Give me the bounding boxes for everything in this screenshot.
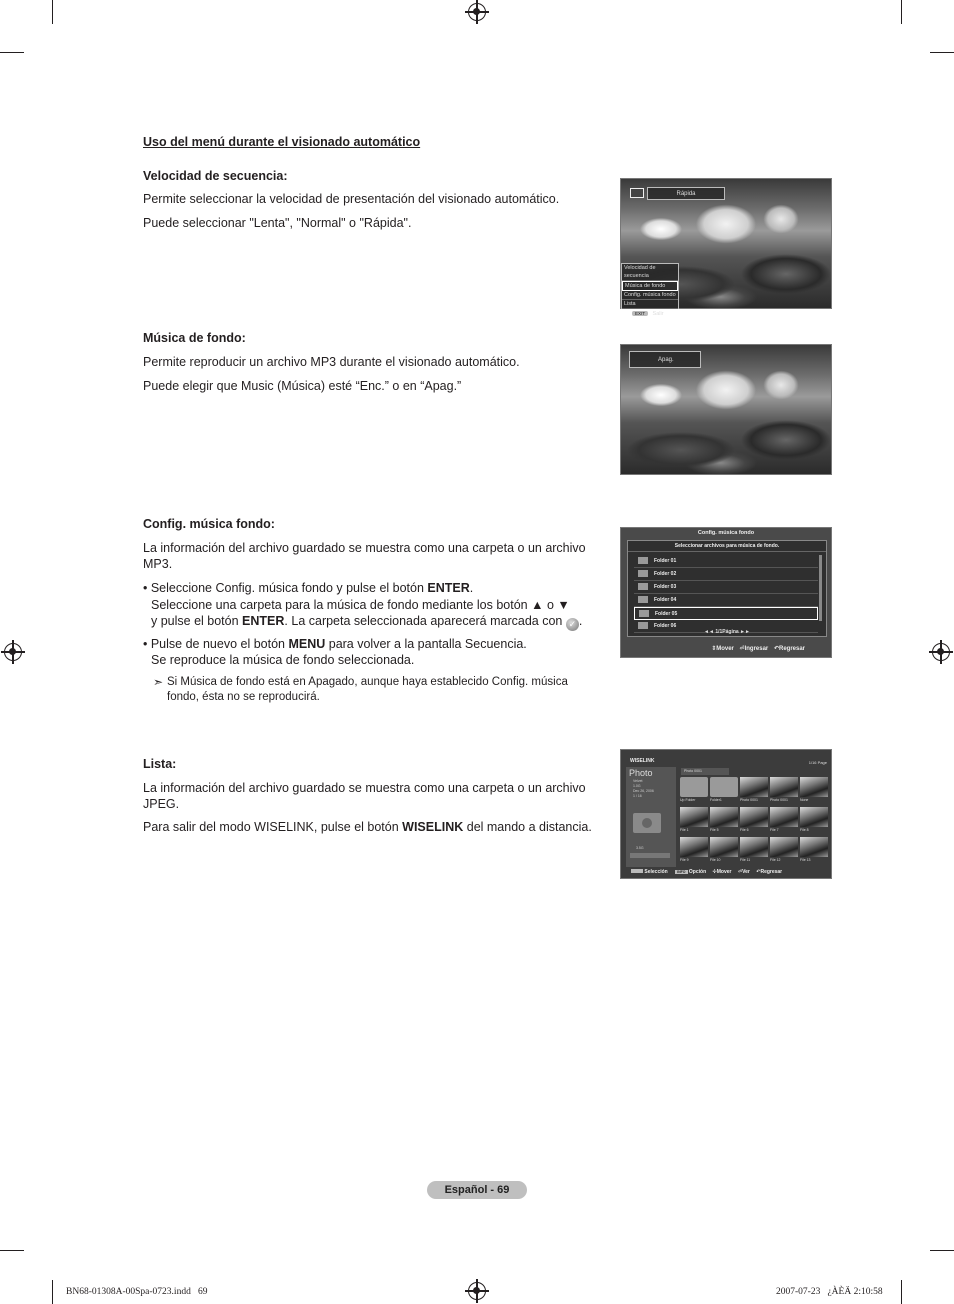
help-seleccion: Selección <box>644 869 668 875</box>
folder-icon <box>638 596 648 603</box>
folder-icon <box>638 570 648 577</box>
folder-label: Folder 06 <box>654 623 677 629</box>
thumbnail-item[interactable] <box>800 777 828 804</box>
section-title-config: Config. música fondo: <box>143 517 275 531</box>
config-bullet-1-line3 <box>151 613 582 631</box>
help-bar <box>711 645 805 652</box>
thumbnail-item[interactable] <box>770 837 798 864</box>
folder-row[interactable] <box>634 594 818 607</box>
bullet-text: • Pulse de nuevo el botón <box>143 637 289 651</box>
page-counter: 1/16 Page <box>808 760 827 765</box>
help-regresar: Regresar <box>778 646 805 652</box>
help-ingresar: Ingresar <box>744 646 769 652</box>
note-text-1: Si Música de fondo está en Apagado, aunque haya establecido Config. música <box>167 676 568 688</box>
folder-icon <box>638 557 648 564</box>
photo-thumbnail <box>770 837 798 857</box>
info-line: Dec 26, 2006 <box>633 789 654 793</box>
exit-hint <box>622 309 678 319</box>
photo-thumbnail <box>800 807 828 827</box>
thumbnail-label: File 1 <box>680 828 689 832</box>
bullet-text: . La carpeta seleccionada aparecerá marcada con <box>284 614 563 628</box>
thumbnail-label: File 5 <box>710 828 719 832</box>
help-bar <box>631 869 782 875</box>
photo-thumbnail <box>770 807 798 827</box>
return-icon: ↶ <box>756 869 761 875</box>
return-icon: ↶ <box>773 646 779 652</box>
musica-text-1: Permite reproducir un archivo MP3 durante el visionado automático. <box>143 355 520 369</box>
speed-value-box <box>647 187 725 200</box>
config-text-1a: La información del archivo guardado se muestra como una carpeta o un archivo <box>143 541 586 555</box>
info-panel <box>626 767 676 867</box>
lista-text-1a: La información del archivo guardado se muestra como una carpeta o un archivo <box>143 781 586 795</box>
indd-file-label: BN68-01308A-00Spa-0723.indd 69 <box>66 1287 208 1297</box>
bullet-text: para volver a la pantalla Secuencia. <box>325 637 527 651</box>
menu-item[interactable]: Config. música fondo <box>622 291 678 300</box>
menu-item[interactable]: Música de fondo <box>622 281 678 291</box>
screenshot-musica <box>620 344 832 475</box>
slideshow-menu <box>621 263 679 317</box>
crop-mark <box>930 52 954 53</box>
section-title-lista: Lista: <box>143 757 177 771</box>
folder-row[interactable] <box>634 555 818 568</box>
thumbnail-label: File 9 <box>680 858 689 862</box>
lista-text: del mando a distancia. <box>463 820 592 834</box>
section-title-velocidad: Velocidad de secuencia: <box>143 169 288 183</box>
thumbnail-label: File 13 <box>800 858 811 862</box>
registration-mark-icon <box>932 643 950 661</box>
folder-icon <box>638 583 648 590</box>
photo-thumbnail <box>680 837 708 857</box>
view-icon: ⏎ <box>737 869 743 875</box>
lista-text-1b: JPEG. <box>143 797 180 811</box>
screenshot-wiselink-lista <box>620 749 832 879</box>
folder-label: Folder 05 <box>655 611 678 617</box>
folder-row[interactable] <box>634 581 818 594</box>
help-mover: Mover <box>716 646 734 652</box>
registration-mark-icon <box>468 3 486 21</box>
section-label: Photo <box>629 768 653 778</box>
thumbnail-item[interactable] <box>740 777 768 804</box>
crop-mark <box>52 0 53 24</box>
folder-icon <box>639 610 649 617</box>
scrollbar[interactable] <box>819 555 822 621</box>
info-line: 1.0G <box>633 784 641 788</box>
thumbnail-item[interactable] <box>710 777 738 804</box>
help-mover: Mover <box>716 869 732 875</box>
bullet-text: y pulse el botón <box>151 614 243 628</box>
thumbnail-label: Photo 0001 <box>740 798 758 802</box>
thumbnail-label: Photo 0001 <box>770 798 788 802</box>
thumbnail-label: File 6 <box>740 828 749 832</box>
help-opcion: Opción <box>688 869 707 875</box>
wiselink-logo: WISELINK <box>630 758 655 764</box>
folder-dialog <box>627 540 827 637</box>
note-text-2: fondo, ésta no se reproducirá. <box>167 691 320 703</box>
menu-key-label: MENU <box>288 637 326 651</box>
folder-row[interactable] <box>634 568 818 581</box>
photo-thumbnail <box>770 777 798 797</box>
dialog-title: Config. música fondo <box>697 530 755 536</box>
musica-text-2: Puede elegir que Music (Música) esté “Enc.” o en “Apag.” <box>143 379 462 393</box>
crop-mark <box>930 1250 954 1251</box>
velocidad-text-2: Puede seleccionar "Lenta", "Normal" o "Rápida". <box>143 216 412 230</box>
thumbnail-label: File 7 <box>770 828 779 832</box>
help-regresar: Regresar <box>760 869 783 875</box>
menu-item[interactable]: Velocidad de secuencia <box>622 264 678 281</box>
page-heading: Uso del menú durante el visionado automático <box>143 135 421 149</box>
photo-thumbnail <box>740 837 768 857</box>
thumbnail-item[interactable] <box>740 807 768 834</box>
storage-label: 3.5G <box>636 846 644 850</box>
thumbnail-item[interactable] <box>770 777 798 804</box>
thumbnail-item[interactable] <box>680 777 708 804</box>
thumbnail-label: File 12 <box>770 858 781 862</box>
slideshow-icon <box>630 188 644 198</box>
menu-item[interactable]: Lista <box>622 300 678 309</box>
photo-thumbnail <box>740 777 768 797</box>
camera-lens <box>642 818 652 828</box>
thumbnail-item[interactable] <box>680 837 708 864</box>
thumbnail-item[interactable] <box>770 807 798 834</box>
music-value-box <box>629 351 701 368</box>
config-bullet-2 <box>143 636 527 652</box>
thumbnail-item[interactable] <box>800 837 828 864</box>
folder-icon <box>710 777 738 797</box>
folder-label: Folder 04 <box>654 597 677 603</box>
thumbnail-label: File 10 <box>710 858 721 862</box>
config-bullet-1 <box>143 580 473 596</box>
updown-icon: ⇕ <box>711 646 717 652</box>
exit-key: EXIT <box>632 311 648 316</box>
enter-key-label: ENTER <box>242 614 285 628</box>
registration-mark-icon <box>4 643 22 661</box>
folder-icon <box>680 777 708 797</box>
photo-thumbnail <box>710 837 738 857</box>
bullet-text: . <box>578 614 583 628</box>
bullet-text: . <box>469 581 474 595</box>
crop-mark <box>901 0 902 24</box>
photo-thumbnail <box>740 807 768 827</box>
camera-icon <box>633 813 661 833</box>
help-ver: Ver <box>742 869 750 875</box>
thumbnail-label: None <box>800 798 809 802</box>
folder-label: Folder 01 <box>654 558 677 564</box>
folder-list <box>634 555 818 633</box>
note-arrow-icon: ➣ <box>153 675 164 689</box>
crop-mark <box>0 52 24 53</box>
lista-text-2 <box>143 819 592 835</box>
dialog-subtitle: Seleccionar archivos para música de fondo. <box>628 541 826 552</box>
wiselink-key-label: WISELINK <box>402 820 464 834</box>
info-line: Velvet <box>633 779 643 783</box>
enter-key-label: ENTER <box>427 581 470 595</box>
crop-mark <box>52 1280 53 1304</box>
speed-value: Rápida <box>676 191 696 197</box>
thumbnail-label: File 11 <box>740 858 751 862</box>
thumbnail-grid <box>680 777 830 865</box>
info-line: 1 / 16 <box>633 794 642 798</box>
pager[interactable]: ◄◄ 1/1Página ►► <box>704 629 750 635</box>
photo-thumbnail <box>680 807 708 827</box>
lista-text: Para salir del modo WISELINK, pulse el botón <box>143 820 403 834</box>
thumbnail-label: Folder1 <box>710 798 722 802</box>
thumbnail-item[interactable] <box>710 807 738 834</box>
crop-mark <box>0 1250 24 1251</box>
screenshot-config-musica <box>620 527 832 658</box>
registration-mark-icon <box>468 1282 486 1300</box>
thumbnail-item[interactable] <box>710 837 738 864</box>
screenshot-velocidad <box>620 178 832 317</box>
page-number-badge: Español - 69 <box>427 1181 527 1199</box>
photo-thumbnail <box>800 777 828 797</box>
folder-label: Folder 02 <box>654 571 677 577</box>
thumbnail-item[interactable] <box>680 807 708 834</box>
thumbnail-item[interactable] <box>740 837 768 864</box>
folder-label: Folder 03 <box>654 584 677 590</box>
crop-mark <box>901 1280 902 1304</box>
config-text-1b: MP3. <box>143 557 173 571</box>
move-icon: ✣ <box>712 869 717 875</box>
section-title-musica: Música de fondo: <box>143 331 246 345</box>
music-value: Apag. <box>658 357 674 363</box>
select-key <box>631 869 643 873</box>
photo-thumbnail <box>800 837 828 857</box>
thumbnail-label: Up Folder <box>680 798 696 802</box>
info-key: INFO <box>677 870 686 874</box>
config-bullet-2-line2: Se reproduce la música de fondo seleccionada. <box>151 653 415 667</box>
path-label: Photo 0001 <box>681 768 729 775</box>
thumbnail-item[interactable] <box>800 807 828 834</box>
bullet-text: • Seleccione Config. música fondo y pulse el botón <box>143 581 428 595</box>
print-date-label: 2007-07-23 ¿ÀÈÄ 2:10:58 <box>776 1287 883 1297</box>
enter-icon: ⏎ <box>739 646 745 652</box>
folder-row[interactable] <box>634 607 818 620</box>
config-bullet-1-line2: Seleccione una carpeta para la música de fondo mediante los botón ▲ o ▼ <box>151 598 570 612</box>
storage-bar <box>630 853 670 858</box>
thumbnail-label: File 8 <box>800 828 809 832</box>
photo-thumbnail <box>710 807 738 827</box>
velocidad-text-1: Permite seleccionar la velocidad de presentación del visionado automático. <box>143 192 560 206</box>
check-mark-icon: ✓ <box>566 618 579 631</box>
exit-label: Salir <box>652 311 664 317</box>
